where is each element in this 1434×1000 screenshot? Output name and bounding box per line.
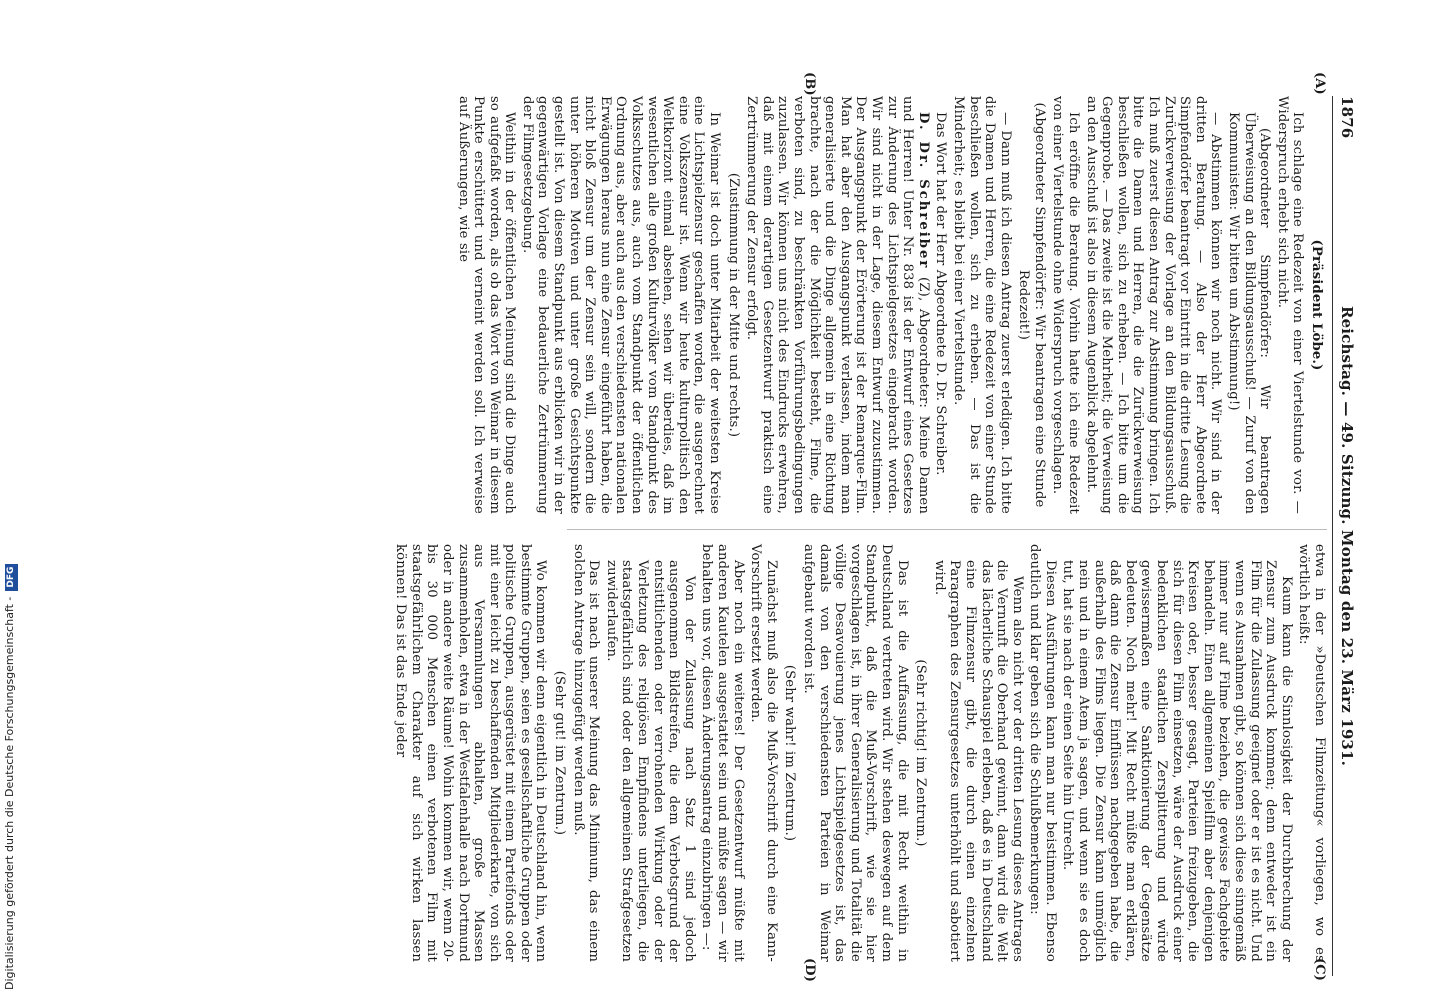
page-number: 1876 [1338, 96, 1356, 139]
paragraph: Wo kommen wir denn eigentlich in Deutschland hin, wenn bestimmte Gruppen, seien es gesellschaftliche Gruppen oder politische Gruppen, ausgerüstet mit einem Parteifonds oder mit einer leicht zu beschaffenden Mitgliederkarte, von sich aus Versammlungen abhalten, große Massen zusammenholen, etwa in der Westfalenhalle nach Dortmund oder in andere weite Räume! Wohin kommen wir, wenn 20- bis 30 000 Menschen einen verbotenen Film mit staatsgefährlichem Charakter auf sich wirken lassen können! Das ist das Ende jeder [393, 544, 549, 962]
paragraph: Diesen Ausführungen kann man nur beistimmen. Ebenso deutlich und klar geben sich die Schlußbemerkungen: [1027, 544, 1058, 962]
stage-direction: (Abgeordneter Simpfendörfer: Wir beantragen Überweisung an den Bildungsausschuß! — Zuruf von den Kommunisten: Wir bitten um Abstimmung!) [1226, 112, 1273, 514]
quotation: Von der Zulassung nach Satz 1 sind jedoch ausgenommen Bildstreifen, die dem Verbotsgrund der entsittlichenden oder verrohenden Wirkung oder der Verletzung des religiösen Empfindens unterliegen, die staatsgefährlich sind oder den allgemeinen Strafgesetzen zuwiderlaufen. [603, 560, 697, 962]
paragraph: Ich schlage eine Redezeit von einer Viertelstunde vor. — Widerspruch erhebt sich nicht. [1274, 96, 1306, 514]
running-title: Reichstag. — 49. Sitzung. Montag den 23. März 1931. [1338, 306, 1356, 766]
paragraph: Zunächst muß also die Muß-Vorschrift durch eine Kann-Vorschrift ersetzt werden. [748, 544, 779, 962]
paragraph: Weithin in der öffentlichen Meinung sind die Dinge auch so aufgefaßt worden, als ob das Wort von Weimar in diesem Punkte erschüttert und verneint werden soll. Ich verweise auf Äußerungen, wie sie [455, 96, 518, 514]
stage-direction: (Sehr gut! im Zentrum.) [552, 670, 568, 836]
margin-marker-c: (C) [1312, 958, 1327, 982]
left-column [453, 96, 1327, 514]
paragraph: — Dann muß ich diesen Antrag zuerst erledigen. Ich bitte die Damen und Herren, die eine Redezeit von einer Stunde beschließen wollen, sich zu erheben. — Das ist die Minderheit; es bleibt bei einer Viertelstunde. [950, 96, 1013, 514]
paragraph: Aber noch ein weiteres! Der Gesetzentwurf müßte mit anderen Kautelen ausgestattet sein und müßte sagen — wir behalten uns vor, diesen Änderungsantrag einzubringen —: [699, 544, 746, 962]
quotation: Kaum kann die Sinnlosigkeit der Durchbrechung der Zensur zum Ausdruck kommen; denn entweder ist ein Film für die Zulassung geeignet oder er ist es nicht. Und wenn es Ausnahmen gibt, so können sich diese sinngemäß immer nur auf Filme beziehen, die gewisse Fachgebiete behandeln. Einen allgemeinen Spielfilm aber denjenigen Kreisen oder, besser gesagt, Parteien freizugeben, die sich für diesen Film einsetzen, wäre der Ausdruck einer bedenklichen staatlichen Zersplitterung und würde gewissermaßen eine Sanktionierung der Gegensätze bedeuten. Noch mehr! Mit Recht müßte man erklären, daß dann die Zensur Einflüssen nachgegeben habe, die außerhalb des Films liegen. Die Zensur kann unmöglich nein und in einem Atem ja sagen, und wenn sie es doch tut, hat sie nach der einen Seite hin Unrecht. [1060, 560, 1294, 962]
speaker-president: (Präsident Löbe.) [1309, 239, 1324, 371]
paragraph: Das ist nach unserer Meinung das Minimum, das einem solchen Antrage hinzugefügt werden muß. [570, 544, 602, 962]
margin-marker-d: (D) [802, 958, 817, 983]
right-column [391, 544, 1327, 962]
paragraph: In Weimar ist doch unter Mitarbeit der weitesten Kreise eine Lichtspielzensur geschaffen worden, die ausgerechnet eine Volkszensur ist. Wenn wir heute kulturpolitisch den Weltkorizont einmal absehen, sehen wir überdies, daß im wesentlichen alle großen Kulturvölker vom Standpunkt des Volksschutzes aus, auch vom Standpunkt der öffentlichen Ordnung aus, aber auch aus den verschiedensten nationalen Erwägungen heraus nun eine Zensur eingeführt haben, die nicht bloß Zensur um der Zensur sein will, sondern die unter höheren Motiven und unter große Gesichtspunkte gestellt ist. Von diesem Standpunkt aus erblicken wir in der gegenwärtigen Vorlage eine bedauerliche Zertrümmerung der Filmgesetzgebung. [519, 96, 723, 514]
paragraph: Ich eröffne die Beratung. Vorhin hatte ich eine Redezeit von einer Viertelstunde ohne Widerspruch vorgeschlagen. [1050, 96, 1082, 514]
dfg-logo-icon: DFG [5, 564, 18, 591]
paragraph: Das ist die Auffassung, die mit Recht weithin in Deutschland vertreten wird. Wir stehen deswegen auf dem Standpunkt, daß die Muß-Vorschrift, wie sie hier vorgeschlagen ist, in ihrer Generalisierung und Totalität die völlige Desavouierung jenes Lichtspielgesetzes ist, das damals von den verschiedensten Parteien in Weimar aufgebaut worden ist. [801, 544, 910, 962]
quotation: Wenn also nicht vor der dritten Lesung dieses Antrages die Vernunft die Oberhand gewinnt, dann wird die Welt das lächerliche Schauspiel erleben, daß es in Deutschland eine Filmzensur gibt, die durch einen einzelnen Paragraphen des Zensurgesetzes unterhöhlt und sabotiert wird. [931, 560, 1025, 962]
stage-direction: (Zustimmung in der Mitte und rechts.) [725, 172, 741, 438]
paragraph: etwa in der »Deutschen Filmzeitung« vorliegen, wo es wörtlich heißt: [1296, 544, 1327, 962]
speaker-name: D. Dr. Schreiber [915, 112, 931, 270]
speech-text: (Z), Abgeordneter: Meine Damen und Herren! Unter Nr. 838 ist der Entwurf eines Gesetzes zur Änderung des Lichtspielgesetzes eingebracht worden. Wir sind nicht in der Lage, diesem Entwurf zuzustimmen. Der Ausgangspunkt der Erörterung ist der Remarque-Film. Man hat aber den Ausgangspunkt verlassen, indem man generalisierte und die Dinge allgemein in eine Richtung brachte, nach der die Möglichkeit besteht, Filme, die verboten sind, zu beschränkten Vorführungsbedingungen zuzulassen. Wir können uns nicht des Eindrucks erwehren, daß mit einem derartigen Gesetzentwurf praktisch eine Zertrümmerung der Zensur erfolgt. [744, 96, 931, 515]
credit-text: Digitalisierung gefördert durch die Deutsche Forschungsgemeinschaft - [3, 596, 16, 990]
speech-paragraph [744, 96, 931, 514]
digitization-credit [2, 0, 18, 1000]
running-head [1335, 96, 1357, 976]
stage-direction: (Sehr richtig! im Zentrum.) [913, 659, 929, 847]
margin-marker-b: (B) [802, 72, 817, 96]
stage-direction: (Sehr wahr! im Zentrum.) [782, 664, 798, 842]
paragraph: — Abstimmen können wir noch nicht. Wir sind in der dritten Beratung. — Also der Herr Abgeordnete Simpfendörfer beantragt vor Eintritt in die dritte Lesung die Zurückverweisung der Vorlage an den Bildungsausschuß. Ich muß zuerst diesen Antrag zur Abstimmung bringen. Ich bitte die Damen und Herren, die die Zurückverweisung beschließen wollen, sich zu erheben. — Ich bitte um die Gegenprobe. — Das zweite ist die Mehrheit; die Verweisung an den Ausschuß ist also in diesem Augenblick abgelehnt. [1083, 96, 1224, 514]
document-page [97, 72, 1357, 983]
column-divider [567, 529, 1327, 530]
paragraph: Das Wort hat der Herr Abgeordnete D. Dr. Schreiber. [933, 112, 949, 476]
margin-marker-a: (A) [1312, 72, 1327, 95]
stage-direction: (Abgeordneter Simpfendörfer: Wir beantragen eine Stunde Redezeit!) [1016, 102, 1047, 508]
header-rule [1332, 96, 1333, 976]
